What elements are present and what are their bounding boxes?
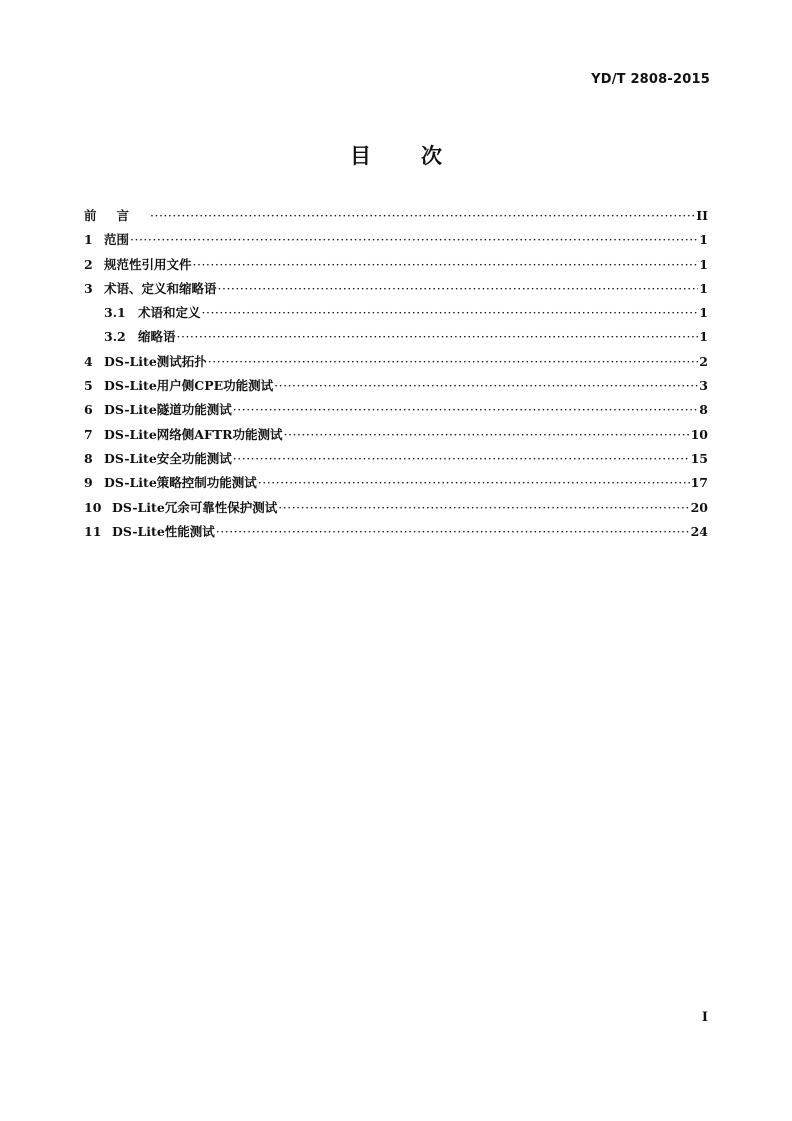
toc-entry-page: 3 (699, 378, 708, 394)
toc-entry-10[interactable] (84, 498, 708, 522)
toc-leader (202, 305, 699, 320)
toc-leader (278, 500, 689, 515)
toc-entry-label: DS-Lite冗余可靠性保护测试 (112, 499, 278, 515)
toc-entry-page: 2 (699, 353, 708, 369)
toc-leader (216, 524, 690, 539)
toc-entry-7[interactable] (84, 425, 708, 449)
toc-leader (233, 402, 699, 417)
toc-entry-page: 17 (690, 475, 708, 491)
toc-leader (193, 257, 699, 272)
toc-entry-page: 8 (699, 402, 708, 418)
toc-leader (218, 281, 699, 296)
toc-entry-page: 1 (699, 329, 708, 345)
toc-entry-label: 缩略语 (138, 329, 176, 345)
toc-entry-label: DS-Lite用户侧CPE功能测试 (104, 378, 274, 394)
toc-entry-label: DS-Lite安全功能测试 (104, 450, 232, 466)
toc-leader (284, 427, 690, 442)
toc-entry-number: 5 (84, 378, 93, 394)
toc-entry-11[interactable] (84, 522, 708, 546)
toc-entry-3[interactable] (84, 279, 708, 303)
toc-entry-label: DS-Lite性能测试 (112, 523, 215, 539)
standard-code: YD/T 2808-2015 (591, 72, 710, 87)
toc-entry-5[interactable] (84, 376, 708, 400)
toc-entry-6[interactable] (84, 400, 708, 424)
toc-entry-8[interactable] (84, 449, 708, 473)
toc-entry-page: 24 (690, 523, 708, 539)
toc-entry-number: 6 (84, 402, 93, 418)
toc-leader (274, 378, 698, 393)
toc-entry-page: 1 (699, 256, 708, 272)
toc-entry-page: 1 (699, 305, 708, 321)
toc-entry-number: 8 (84, 450, 93, 466)
toc-entry-page: II (696, 208, 708, 223)
toc-leader (130, 232, 698, 247)
toc-entry-page: 1 (699, 280, 708, 296)
toc-entry-label: DS-Lite隧道功能测试 (104, 402, 232, 418)
toc-entry-3-1[interactable] (84, 303, 708, 327)
toc-entry-label: 前言 (84, 208, 150, 223)
table-of-contents (84, 206, 708, 546)
toc-entry-page: 15 (690, 450, 708, 466)
toc-entry-number: 4 (84, 353, 93, 369)
toc-entry-number: 3.1 (104, 305, 126, 321)
toc-entry-label: DS-Lite策略控制功能测试 (104, 475, 257, 491)
toc-entry-label: 规范性引用文件 (104, 256, 192, 272)
toc-entry-number: 9 (84, 475, 93, 491)
toc-entry-label: DS-Lite网络侧AFTR功能测试 (104, 426, 283, 442)
toc-leader (150, 208, 695, 223)
toc-entry-number: 7 (84, 426, 93, 442)
toc-entry-3-2[interactable] (84, 327, 708, 351)
toc-entry-label: 术语、定义和缩略语 (104, 280, 217, 296)
toc-entry-number: 10 (84, 499, 102, 515)
toc-entry-1[interactable] (84, 230, 708, 254)
toc-entry-number: 2 (84, 256, 93, 272)
toc-entry-2[interactable] (84, 255, 708, 279)
toc-entry-number: 3 (84, 280, 93, 296)
toc-entry-label: DS-Lite测试拓扑 (104, 353, 207, 369)
toc-leader (233, 451, 690, 466)
toc-entry-number: 1 (84, 232, 93, 248)
toc-entry-label: 术语和定义 (138, 305, 201, 321)
page-number: I (701, 1010, 708, 1025)
toc-entry-foreword[interactable] (84, 206, 708, 230)
toc-entry-number: 3.2 (104, 329, 126, 345)
toc-leader (177, 329, 699, 344)
toc-entry-page: 1 (699, 232, 708, 248)
toc-entry-9[interactable] (84, 473, 708, 497)
toc-entry-page: 10 (690, 426, 708, 442)
toc-entry-4[interactable] (84, 352, 708, 376)
toc-leader (258, 475, 690, 490)
toc-entry-number: 11 (84, 523, 102, 539)
toc-entry-label: 范围 (104, 232, 130, 248)
toc-entry-page: 20 (690, 499, 708, 515)
toc-leader (208, 354, 699, 369)
page-title: 目次 (350, 144, 492, 168)
